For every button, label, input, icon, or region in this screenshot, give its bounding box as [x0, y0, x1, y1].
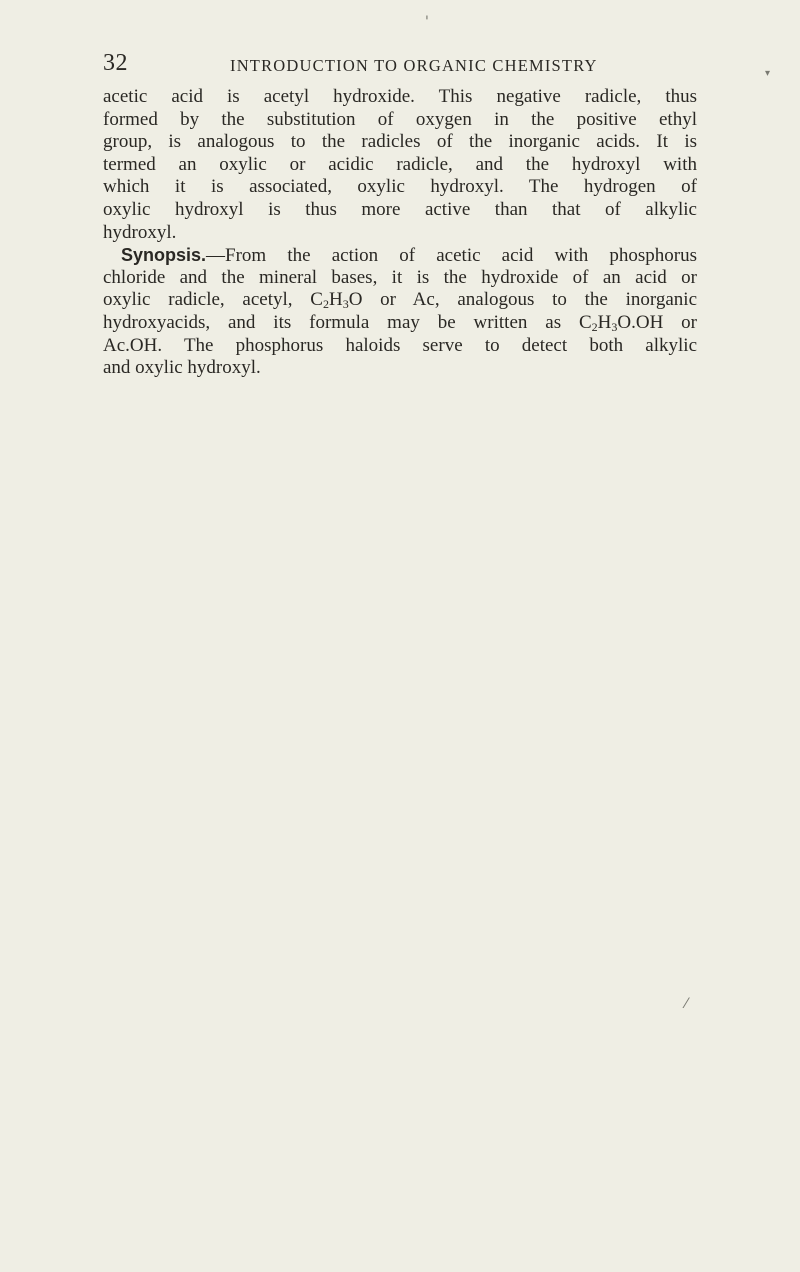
synopsis-line: Ac.OH. The phosphorus haloids serve to detect both alkylic — [103, 334, 697, 356]
text-line: termed an oxylic or acidic radicle, and the hydroxyl with — [103, 153, 697, 175]
text-fragment: hydroxyacids, and its formula may be written as C — [103, 311, 592, 333]
paragraph-synopsis — [103, 244, 697, 380]
text-line: group, is analogous to the radicles of the inorganic acids. It is — [103, 131, 697, 153]
synopsis-line — [103, 289, 697, 312]
text-line: which it is associated, oxylic hydroxyl. The hydrogen of — [103, 176, 697, 198]
subscript: 3 — [342, 297, 349, 312]
subscript: 2 — [591, 319, 598, 334]
text-fragment: O or Ac, analogous to the inorganic — [348, 289, 697, 311]
running-head — [103, 48, 697, 78]
synopsis-line — [103, 312, 697, 335]
synopsis-text: —From the action of acetic acid with phosphorus — [206, 245, 697, 267]
subscript: 3 — [611, 319, 618, 334]
synopsis-label: Synopsis. — [121, 245, 207, 266]
text-line: formed by the substitution of oxygen in the positive ethyl — [103, 108, 697, 130]
running-head-title: INTRODUCTION TO ORGANIC CHEMISTRY — [230, 56, 598, 75]
paper-speck: ' — [425, 14, 429, 30]
synopsis-line — [103, 244, 697, 267]
synopsis-line: and oxylic hydroxyl. — [103, 357, 261, 379]
paper-speck: ⁄ — [685, 996, 688, 1012]
body-text — [103, 86, 697, 380]
subscript: 2 — [322, 297, 329, 312]
text-fragment: H — [328, 289, 343, 311]
text-line: acetic acid is acetyl hydroxide. This negative radicle, thus — [103, 86, 697, 107]
paper-speck: ▾ — [765, 68, 771, 79]
text-line: hydroxyl. — [103, 221, 177, 243]
text-fragment: O.OH or — [617, 311, 697, 333]
page-number: 32 — [103, 50, 128, 76]
text-fragment: H — [597, 311, 612, 333]
paragraph-acetyl-hydroxide — [103, 86, 697, 244]
synopsis-line: chloride and the mineral bases, it is the hydroxide of an acid or — [103, 266, 697, 288]
text-line: oxylic hydroxyl is thus more active than that of alkylic — [103, 198, 697, 220]
text-fragment: oxylic radicle, acetyl, C — [103, 289, 323, 311]
